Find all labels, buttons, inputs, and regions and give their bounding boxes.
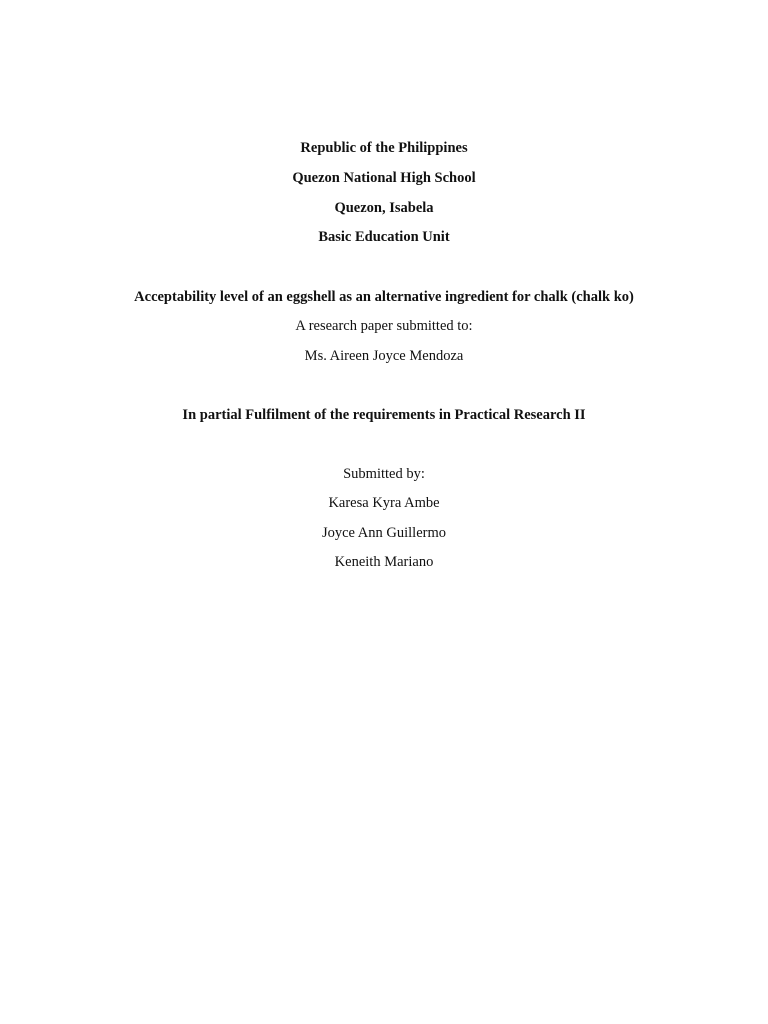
submitted-to-label: A research paper submitted to:	[295, 318, 473, 334]
school-name: Quezon National High School	[292, 170, 476, 186]
paper-title: Acceptability level of an eggshell as an alternative ingredient for chalk (chalk ko)	[134, 289, 634, 305]
country-heading: Republic of the Philippines	[300, 140, 468, 156]
author-name: Joyce Ann Guillermo	[321, 525, 447, 541]
adviser-name: Ms. Aireen Joyce Mendoza	[304, 348, 464, 364]
author-name: Keneith Mariano	[334, 554, 434, 570]
author-name: Karesa Kyra Ambe	[328, 495, 440, 511]
unit-name: Basic Education Unit	[318, 229, 450, 245]
submitted-by-label: Submitted by:	[343, 466, 425, 482]
school-location: Quezon, Isabela	[334, 200, 434, 216]
fulfilment-statement: In partial Fulfilment of the requirements in Practical Research II	[182, 407, 586, 423]
